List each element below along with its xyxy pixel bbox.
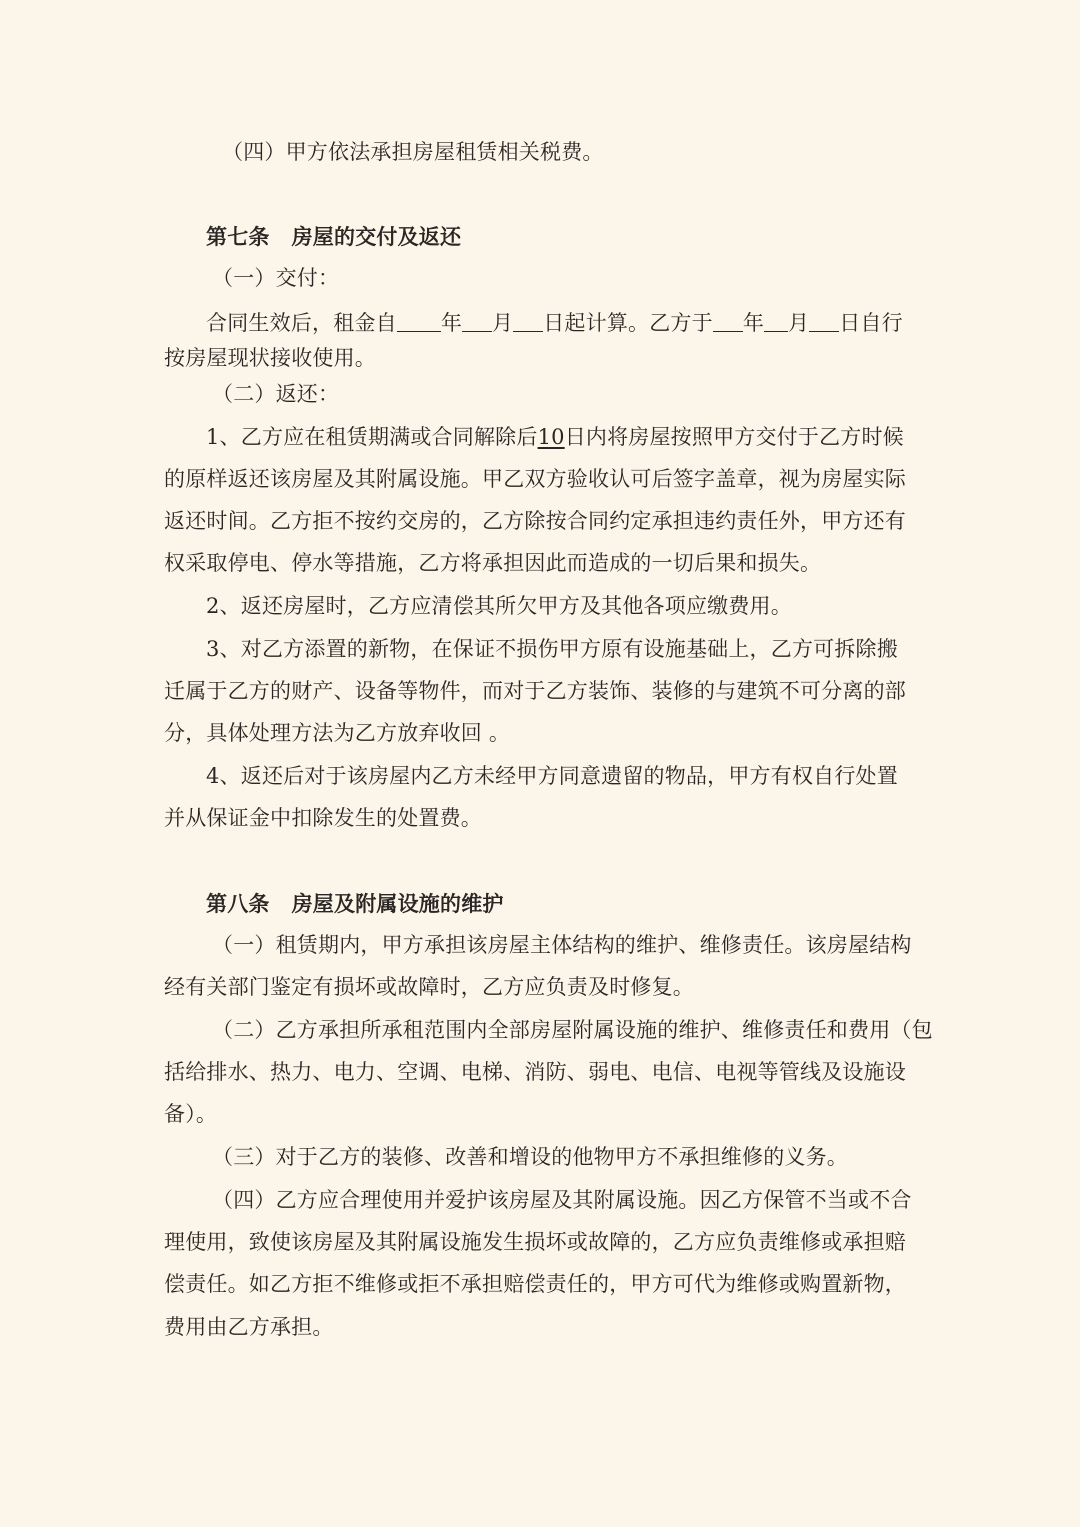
maintenance-p4-line4: 费用由乙方承担。 bbox=[164, 1315, 334, 1339]
delivery-clause-line2: 按房屋现状接收使用。 bbox=[164, 346, 376, 370]
rent-start-day-blank bbox=[513, 309, 543, 332]
return-label: （二）返还： bbox=[212, 382, 340, 406]
return-item3-line1: 3、对乙方添置的新物，在保证不损伤甲方原有设施基础上，乙方可拆除搬 bbox=[206, 637, 898, 661]
return-item1-line2: 的原样返还该房屋及其附属设施。甲乙双方验收认可后签字盖章，视为房屋实际 bbox=[164, 467, 906, 491]
return-days-value: 10 bbox=[537, 425, 565, 449]
maintenance-p4-line1: （四）乙方应合理使用并爱护该房屋及其附属设施。因乙方保管不当或不合 bbox=[212, 1188, 912, 1212]
maintenance-p1-line2: 经有关部门鉴定有损坏或故障时，乙方应负责及时修复。 bbox=[164, 975, 694, 999]
article7-heading bbox=[206, 224, 461, 249]
maintenance-p4-line2: 理使用，致使该房屋及其附属设施发生损坏或故障的，乙方应负责维修或承担赔 bbox=[164, 1230, 906, 1254]
article7-title: 房屋的交付及返还 bbox=[291, 224, 462, 249]
handover-day-blank bbox=[809, 309, 839, 332]
handover-month-blank bbox=[764, 309, 788, 332]
maintenance-p1-line1: （一）租赁期内，甲方承担该房屋主体结构的维护、维修责任。该房屋结构 bbox=[212, 933, 912, 957]
article6-item4: （四）甲方依法承担房屋租赁相关税费。 bbox=[222, 140, 604, 164]
return-item4-line2: 并从保证金中扣除发生的处置费。 bbox=[164, 806, 482, 830]
article8-heading bbox=[206, 891, 504, 916]
delivery-clause-line1 bbox=[206, 309, 903, 336]
article8-number: 第八条 bbox=[206, 891, 270, 916]
delivery-label: （一）交付： bbox=[212, 266, 340, 290]
rent-start-month-blank bbox=[462, 309, 492, 332]
delivery-text-2: 日起计算。乙方于 bbox=[543, 311, 713, 335]
return-item1-line1 bbox=[206, 425, 904, 450]
delivery-month-2: 月 bbox=[788, 311, 810, 335]
return-item3-line3: 分，具体处理方法为乙方放弃收回 。 bbox=[164, 721, 511, 745]
return-item1-line4: 权采取停电、停水等措施，乙方将承担因此而造成的一切后果和损失。 bbox=[164, 551, 822, 575]
maintenance-p4-line3: 偿责任。如乙方拒不维修或拒不承担赔偿责任的，甲方可代为维修或购置新物， bbox=[164, 1272, 906, 1296]
maintenance-p2-line2: 括给排水、热力、电力、空调、电梯、消防、弱电、电信、电视等管线及设施设 bbox=[164, 1060, 906, 1084]
article8-title: 房屋及附属设施的维护 bbox=[291, 891, 504, 916]
rent-start-year-blank bbox=[397, 309, 441, 332]
return-item1-line3: 返还时间。乙方拒不按约交房的，乙方除按合同约定承担违约责任外，甲方还有 bbox=[164, 509, 906, 533]
return-item1-text-a: 1、乙方应在租赁期满或合同解除后 bbox=[206, 425, 538, 449]
return-item2: 2、返还房屋时，乙方应清偿其所欠甲方及其他各项应缴费用。 bbox=[206, 594, 792, 618]
maintenance-p3: （三）对于乙方的装修、改善和增设的他物甲方不承担维修的义务。 bbox=[212, 1145, 848, 1169]
maintenance-p2-line1: （二）乙方承担所承租范围内全部房屋附属设施的维护、维修责任和费用（包 bbox=[212, 1018, 933, 1042]
delivery-year-1: 年 bbox=[440, 311, 463, 335]
return-item4-line1: 4、返还后对于该房屋内乙方未经甲方同意遗留的物品，甲方有权自行处置 bbox=[206, 764, 898, 788]
return-item3-line2: 迁属于乙方的财产、设备等物件，而对于乙方装饰、装修的与建筑不可分离的部 bbox=[164, 679, 906, 703]
delivery-month-1: 月 bbox=[492, 311, 514, 335]
handover-year-blank bbox=[713, 309, 743, 332]
delivery-text-3: 日自行 bbox=[839, 311, 903, 335]
delivery-text-1: 合同生效后，租金自 bbox=[206, 311, 397, 335]
delivery-year-2: 年 bbox=[742, 311, 765, 335]
maintenance-p2-line3: 备）。 bbox=[164, 1102, 218, 1126]
return-item1-text-b: 日内将房屋按照甲方交付于乙方时候 bbox=[564, 425, 904, 449]
article7-number: 第七条 bbox=[206, 224, 270, 249]
